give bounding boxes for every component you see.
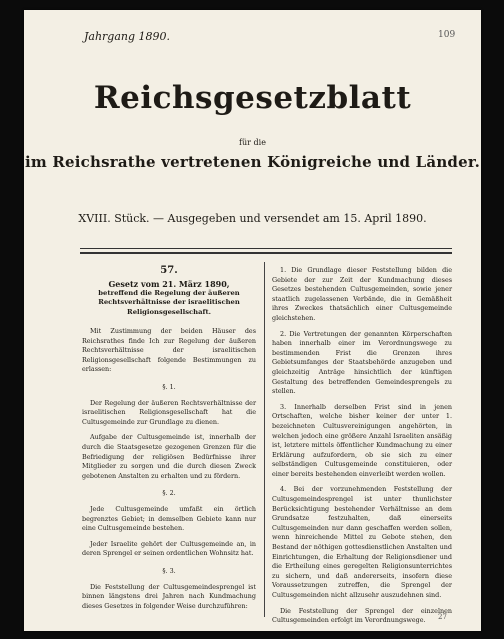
- preamble: Mit Zustimmung der beiden Häuser des Reichsrathes finde Ich zur Regelung der äußeren Rechtsverhältnisse der israelitischen Religionsgesellschaft folgende Bestimmungen zu erlassen:: [82, 327, 256, 374]
- paragraph: Der Regelung der äußeren Rechtsverhältnisse der israelitischen Religionsgesellschaft hat die Cultusgemeinde zur Grundlage zu dienen.: [82, 398, 256, 426]
- paragraph: Die Feststellung der Cultusgemeindesprengel ist binnen längstens drei Jahren nach Kundmachung dieses Gesetzes in folgender Weise durchzuführen:: [82, 582, 256, 610]
- column-divider: [264, 262, 265, 617]
- left-column: [82, 266, 256, 617]
- section-heading-2: §. 2.: [162, 489, 176, 498]
- law-title: Gesetz vom 21. März 1890,: [108, 278, 230, 289]
- list-item: 1. Die Grundlage dieser Feststellung bilden die Gebiete der zur Zeit der Kundmachung dieses Gesetzes bestehenden Cultusgemeinden, sowie jener staatlich zugelassenen Verbände, die in Gemäßheit ihres Zweckes thatsächlich einer Cultusgemeinde gleichstehen.: [272, 266, 452, 322]
- header-rule-thick: [80, 252, 452, 254]
- law-number: 57.: [160, 265, 178, 276]
- masthead-title: Reichsgesetzblatt: [93, 80, 412, 116]
- sheet-number: 27: [438, 613, 447, 621]
- list-item: 3. Innerhalb derselben Frist sind in jenen Ortschaften, welche bisher keiner der unter 1. bezeichneten Cultusvereinigungen angehörten, in welchen jedoch eine größere Anzahl Israeliten ansäßig ist, letztere mittels öffentlicher Kundmachung zu einer Erklärung aufzufordern, ob sie sich zu einer selbständigen Cultusgemeinde constituieren, oder einer bereits bestehenden einverleibt werden wollen.: [272, 402, 452, 478]
- law-description: betreffend die Regelung der äußeren Rechtsverhältnisse der israelitischen Religionsgesellschaft.: [98, 288, 240, 316]
- list-item: 2. Die Vertretungen der genannten Körperschaften haben innerhalb einer im Verordnungswege zu bestimmenden Frist die Grenzen ihres Gebietsumfanges der Staatsbehörde anzugeben und gleichzeitig Anträge hinsichtlich der künftigen Gestaltung des betreffenden Gemeindesprengels zu stellen.: [272, 329, 452, 396]
- paragraph: Jede Cultusgemeinde umfaßt ein örtlich begrenztes Gebiet; in demselben Gebiete kann nur eine Cultusgemeinde bestehen.: [82, 505, 256, 533]
- right-column: [272, 266, 452, 631]
- page-number: 109: [438, 30, 456, 40]
- masthead-connector: für die: [239, 138, 266, 147]
- section-heading-1: §. 1.: [162, 383, 176, 392]
- gazette-page: [24, 10, 481, 631]
- section-heading-3: §. 3.: [162, 566, 176, 575]
- year-label: Jahrgang 1890.: [84, 30, 171, 43]
- list-item: 4. Bei der vorzunehmenden Feststellung der Cultusgemeindesprengel ist unter thunlichster Berücksichtigung bestehender Verhältnisse an dem Grundsatze festzuhalten, daß einerseits Cultusgemeinden nur dann geschaffen werden sollen, wenn hinreichende Mittel zu Gebote stehen, den Bestand der nöthigen gottesdienstlichen Anstalten und Einrichtungen, die Erhaltung der Religionsdiener und die Ertheilung eines geregelten Religionsunterrichtes zu sichern, und daß andererseits, insofern diese Voraussetzungen zutreffen, die Sprengel der Cultusgemeinden nicht allzusehr auszudehnen sind.: [272, 485, 452, 599]
- header-rule-thin: [80, 248, 452, 249]
- masthead-subtitle: im Reichsrathe vertretenen Königreiche und Länder.: [24, 153, 481, 171]
- paragraph: Die Feststellung der Sprengel der einzelnen Cultusgemeinden erfolgt im Verordnungswege.: [272, 606, 452, 625]
- paragraph: Aufgabe der Cultusgemeinde ist, innerhalb der durch die Staatsgesetze gezogenen Grenzen für die Befriedigung der religiösen Bedürfnisse ihrer Mitglieder zu sorgen und die durch diesen Zweck gebotenen Anstalten zu erhalten und zu fördern.: [82, 433, 256, 480]
- issue-line: XVIII. Stück. — Ausgegeben und versendet am 15. April 1890.: [78, 212, 427, 225]
- paragraph: Jeder Israelite gehört der Cultusgemeinde an, in deren Sprengel er seinen ordentlichen Wohnsitz hat.: [82, 539, 256, 558]
